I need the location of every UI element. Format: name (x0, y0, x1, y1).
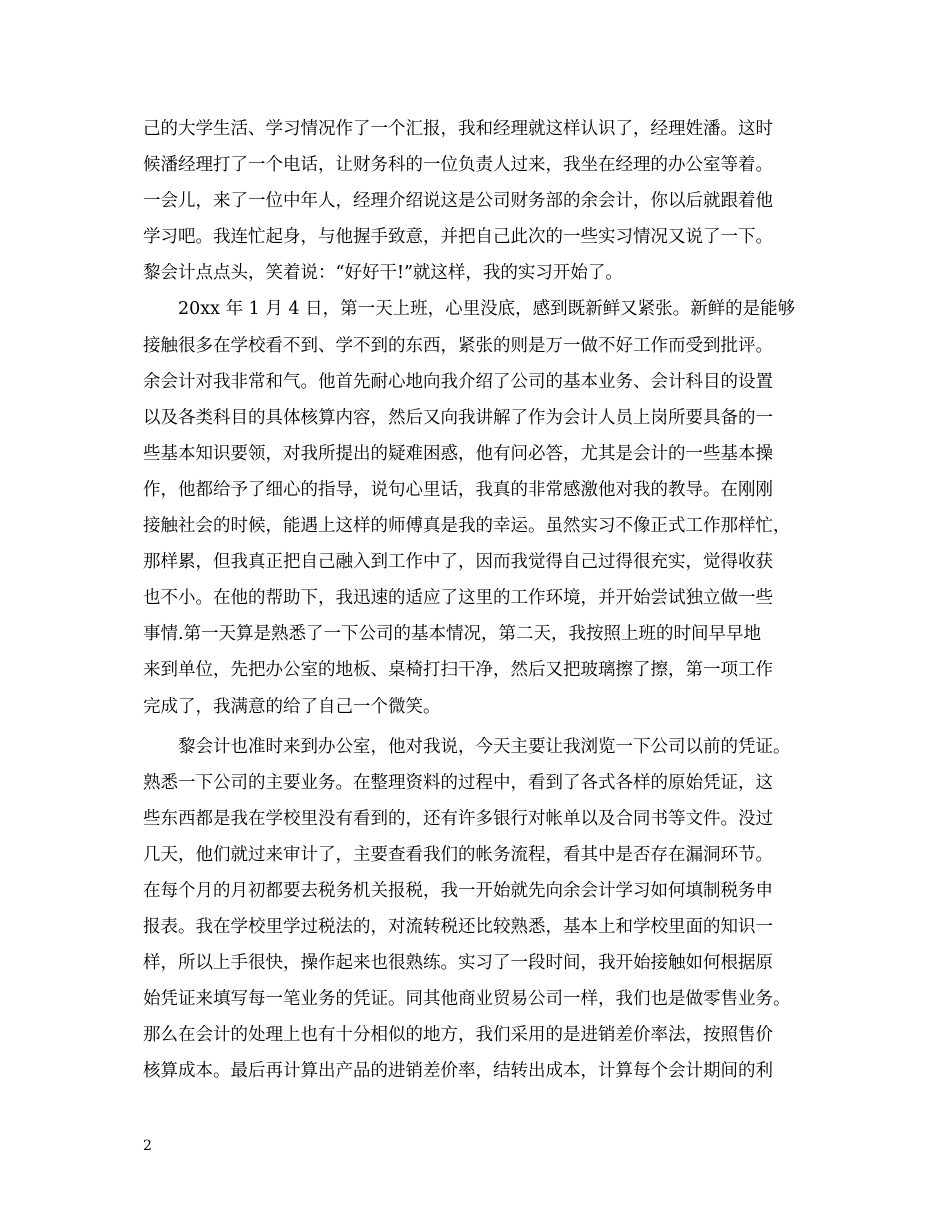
text-line: 20xx 年 1 月 4 日，第一天上班，心里没底，感到既新鲜又紧张。新鲜的是能够 (178, 299, 796, 320)
text-line: 些基本知识要领，对我所提出的疑难困惑，他有问必答，尤其是会计的一些基本操 (143, 443, 773, 464)
text-line: 一会儿，来了一位中年人，经理介绍说这是公司财务部的余会计，你以后就跟着他 (143, 191, 773, 212)
body-text (143, 111, 823, 1090)
text-line: 以及各类科目的具体核算内容，然后又向我讲解了作为会计人员上岗所要具备的一 (143, 407, 773, 428)
text-line: 始凭证来填写每一笔业务的凭证。同其他商业贸易公司一样，我们也是做零售业务。 (143, 989, 791, 1010)
text-line: 黎会计点点头，笑着说：“好好干!”就这样，我的实习开始了。 (143, 263, 623, 284)
text-line: 事情.第一天算是熟悉了一下公司的基本情况，第二天，我按照上班的时间早早地 (143, 624, 762, 645)
text-line: 熟悉一下公司的主要业务。在整理资料的过程中，看到了各式各样的原始凭证，这 (143, 772, 773, 793)
text-line: 也不小。在他的帮助下，我迅速的适应了这里的工作环境，并开始尝试独立做一些 (143, 588, 773, 609)
text-line: 接触很多在学校看不到、学不到的东西，紧张的则是万一做不好工作而受到批评。 (143, 335, 773, 356)
page-number: 2 (143, 1138, 152, 1154)
text-line: 核算成本。最后再计算出产品的进销差价率，结转出成本，计算每个会计期间的利 (143, 1061, 773, 1082)
text-line: 作，他都给予了细心的指导，说句心里话，我真的非常感激他对我的教导。在刚刚 (143, 479, 773, 500)
text-line: 候潘经理打了一个电话，让财务科的一位负责人过来，我坐在经理的办公室等着。 (143, 155, 773, 176)
text-line: 几天，他们就过来审计了，主要查看我们的帐务流程，看其中是否存在漏洞环节。 (143, 844, 773, 865)
text-line: 样，所以上手很快，操作起来也很熟练。实习了一段时间，我开始接触如何根据原 (143, 953, 773, 974)
text-line: 完成了，我满意的给了自己一个微笑。 (143, 696, 441, 717)
text-line: 那么在会计的处理上也有十分相似的地方，我们采用的是进销差价率法，按照售价 (143, 1025, 773, 1046)
text-line: 报表。我在学校里学过税法的，对流转税还比较熟悉，基本上和学校里面的知识一 (143, 917, 773, 938)
text-line: 余会计对我非常和气。他首先耐心地向我介绍了公司的基本业务、会计科目的设置 (143, 371, 773, 392)
text-line: 己的大学生活、学习情况作了一个汇报，我和经理就这样认识了，经理姓潘。这时 (143, 119, 773, 139)
text-line: 些东西都是我在学校里没有看到的，还有许多银行对帐单以及合同书等文件。没过 (143, 808, 773, 829)
text-line: 在每个月的月初都要去税务机关报税，我一开始就先向余会计学习如何填制税务申 (143, 880, 773, 901)
text-line: 来到单位，先把办公室的地板、桌椅打扫干净，然后又把玻璃擦了擦，第一项工作 (143, 660, 773, 681)
text-line: 接触社会的时候，能遇上这样的师傅真是我的幸运。虽然实习不像正式工作那样忙， (143, 516, 791, 537)
text-line: 那样累，但我真正把自己融入到工作中了，因而我觉得自己过得很充实，觉得收获 (143, 552, 773, 573)
text-line: 学习吧。我连忙起身，与他握手致意，并把自己此次的一些实习情况又说了一下。 (143, 227, 773, 248)
text-line: 黎会计也准时来到办公室，他对我说，今天主要让我浏览一下公司以前的凭证。 (178, 736, 791, 757)
